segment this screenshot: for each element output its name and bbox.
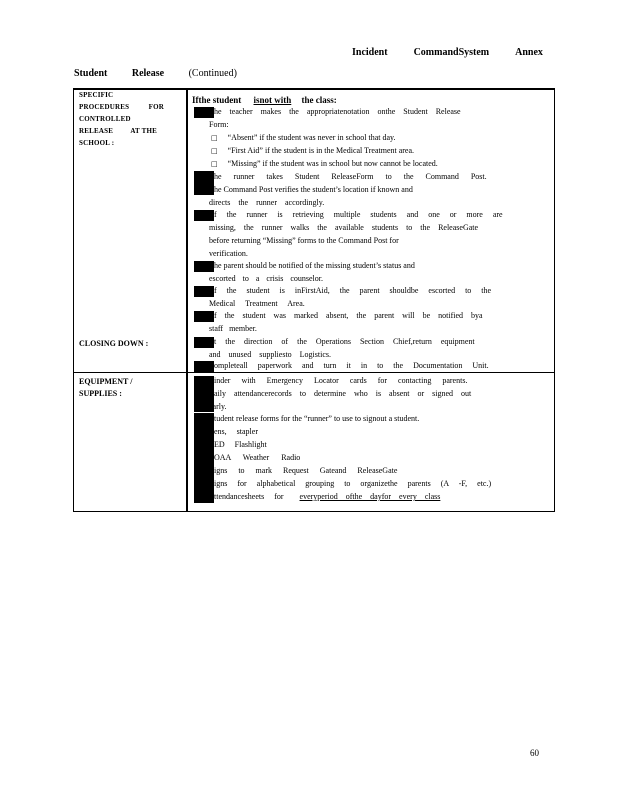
redaction-block (194, 337, 214, 348)
unused-supplies-text: and unused suppliesto Logistics. (209, 350, 331, 359)
gate-signs-text: igns to mark Request Gateand ReleaseGate (214, 466, 398, 475)
binder-locator-text: inder with Emergency Locator cards for contacting parents. (214, 376, 468, 385)
alphabetical-signs-text: igns for alphabetical grouping to organizethe parents (A -F, etc.) (214, 479, 492, 488)
early-text: early. (209, 402, 227, 411)
redaction-block (194, 413, 214, 503)
not-with-class-heading: Ifthe student isnot with the class: (192, 95, 337, 105)
redaction-block (194, 171, 214, 195)
return-equipment-text: t the direction of the Operations Section Chief,return equipment (214, 337, 475, 346)
closing-down-label: CLOSING DOWN : (79, 339, 149, 348)
form-text: Form: (209, 120, 229, 129)
staff-member-text: staff member. (209, 324, 257, 333)
redaction-block (194, 261, 214, 272)
directs-runner-text: directs the runner accordingly. (209, 198, 325, 207)
release-forms-text: tudent release forms for the “runner” to use to signout a student. (214, 414, 420, 423)
marked-absent-text: f the student was marked absent, the parent will be notified bya (214, 311, 483, 320)
teacher-notation-text: he teacher makes the appropriatenotation onthe Student Release (214, 107, 461, 116)
runner-takes-text: he runner takes Student ReleaseForm to the Command Post. (214, 172, 487, 181)
redaction-block (194, 361, 214, 372)
crisis-counselor-text: escorted to a crisis counselor. (209, 274, 323, 283)
specific-procedures-label: SPECIFIC PROCEDURES FOR CONTROLLED RELEASE AT THE SCHOOL : (79, 91, 164, 147)
missing-walks-text: missing, the runner walks the available students to the ReleaseGate (209, 223, 479, 232)
pens-stapler-text: ens, stapler (214, 427, 258, 436)
attendance-records-text: aily attendancerecords to determine who is absent or signed out (214, 389, 472, 398)
section-subtitle: Student Release (Continued) (74, 68, 237, 79)
redaction-block (194, 311, 214, 322)
before-returning-text: before returning “Missing” forms to the Command Post for (209, 236, 399, 245)
multiple-students-text: f the runner is retrieving multiple students and one or more are (214, 210, 503, 219)
equipment-supplies-label: EQUIPMENT / SUPPLIES : (79, 377, 133, 398)
redaction-block (194, 107, 214, 118)
bullet-absent: □ “Absent” if the student was never in school that day. (211, 133, 396, 142)
led-flashlight-text: ED Flashlight (214, 440, 267, 449)
first-aid-text: f the student is inFirstAid, the parent shouldbe escorted to the (214, 286, 492, 295)
redaction-block (194, 286, 214, 297)
complete-paperwork-text: ompleteall paperwork and turn it in to the Documentation Unit. (214, 361, 489, 370)
verification-text: verification. (209, 249, 248, 258)
redaction-block (194, 210, 214, 221)
column-divider (186, 88, 188, 512)
bullet-first-aid: □ “First Aid” if the student is in the Medical Treatment area. (211, 146, 415, 155)
weather-radio-text: OAA Weather Radio (214, 453, 301, 462)
annex-title: Incident CommandSystem Annex (352, 47, 543, 58)
bullet-missing: □ “Missing” if the student was in school but now cannot be located. (211, 159, 438, 168)
attendance-sheets-text: ttendancesheets for everyperiod ofthe dayfor every class (214, 492, 441, 501)
medical-area-text: Medical Treatment Area. (209, 299, 305, 308)
parent-notified-text: he parent should be notified of the missing student’s status and (214, 261, 415, 270)
page-number: 60 (530, 748, 539, 758)
command-post-verifies-text: he Command Post verifies the student’s location if known and (214, 185, 413, 194)
